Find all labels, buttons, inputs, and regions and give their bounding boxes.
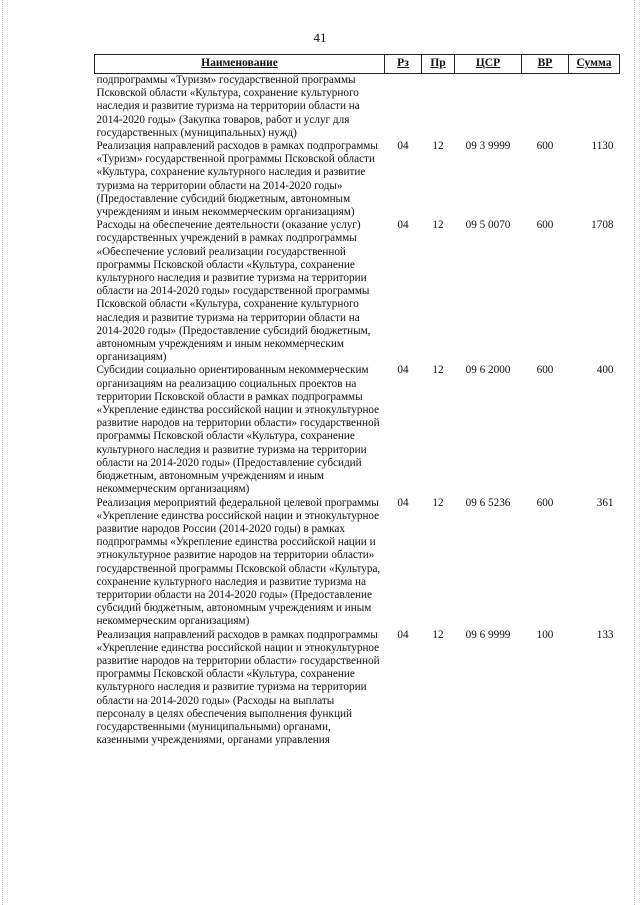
cell-vr: 600 bbox=[536, 364, 554, 377]
cell-rz: 04 bbox=[397, 140, 409, 153]
table-row bbox=[95, 497, 620, 629]
scan-edge-left bbox=[2, 0, 5, 905]
cell-rz: 04 bbox=[397, 364, 409, 377]
table-row bbox=[95, 364, 620, 496]
cell-name: Субсидии социально ориентированным некоммерческим организациям на реализацию социальных проектов на территории Псковской области в рамках подпрограммы «Укрепление единства российской нации и этнокультурное развитие народов на территории области» государственной программы Псковской области «Культура, сохранение культурного наследия и развитие туризма на территории области на 2014-2020 годы» (Предоставление субсидий бюджетным, автономным учреждениям и иным некоммерческим организациям) bbox=[96, 364, 380, 496]
cell-sum: 1708 bbox=[591, 219, 614, 232]
cell-vr: 600 bbox=[536, 140, 554, 153]
cell-sum: 400 bbox=[596, 364, 614, 377]
table-row bbox=[95, 74, 620, 141]
cell-csr: 09 6 9999 bbox=[465, 628, 511, 641]
cell-name: Реализация мероприятий федеральной целевой программы «Укрепление единства российской нации и этнокультурное развитие народов России (2014-2020 годы) в рамках подпрограммы «Укрепление единства российской нации и этнокультурное развитие народов на территории области» государственной программы Псковской области «Культура, сохранение культурного наследия и развитие туризма на территории области на 2014-2020 годы» (Предоставление субсидий бюджетным, автономным учреждениям и иным некоммерческим организациям) bbox=[96, 496, 381, 628]
cell-name: Расходы на обеспечение деятельности (оказание услуг) государственных учреждений в рамках подпрограммы «Обеспечение условий реализации государственной программы Псковской области «Культура, сохранение культурного наследия и развитие туризма на территории области на 2014-2020 годы» государственной программы Псковской области «Культура, сохранение культурного наследия и развитие туризма на территории области на 2014-2020 годы» (Предоставление субсидий бюджетным, автономным учреждениям и иным некоммерческим организациям) bbox=[96, 219, 371, 364]
cell-sum: 361 bbox=[596, 496, 614, 509]
cell-name: Реализация направлений расходов в рамках подпрограммы «Туризм» государственной программы Псковской области «Культура, сохранение культурного наследия и развитие туризма на территории области на 2014-2020 годы» (Предоставление субсидий бюджетным, автономным учреждениям и иным некоммерческим организациям) bbox=[96, 140, 378, 219]
scan-edge-right bbox=[634, 0, 637, 905]
cell-vr: 100 bbox=[536, 628, 554, 641]
page-number: 41 bbox=[313, 30, 327, 45]
cell-rz: 04 bbox=[397, 219, 409, 232]
cell-pr: 12 bbox=[432, 140, 444, 153]
cell-sum bbox=[569, 74, 620, 141]
header-rz: Рз bbox=[385, 55, 422, 74]
cell-csr: 09 6 2000 bbox=[465, 364, 511, 377]
header-sum: Сумма bbox=[569, 55, 620, 74]
cell-rz bbox=[385, 74, 422, 141]
cell-pr: 12 bbox=[432, 628, 444, 641]
table-header-row bbox=[95, 55, 620, 74]
cell-pr bbox=[422, 74, 455, 141]
cell-sum: 1130 bbox=[591, 140, 614, 153]
cell-csr: 09 3 9999 bbox=[465, 140, 511, 153]
cell-pr: 12 bbox=[432, 364, 444, 377]
cell-vr: 600 bbox=[536, 496, 554, 509]
budget-table bbox=[94, 54, 620, 747]
header-name: Наименование bbox=[95, 55, 385, 74]
cell-vr bbox=[522, 74, 569, 141]
header-pr: Пр bbox=[422, 55, 455, 74]
cell-csr: 09 6 5236 bbox=[465, 496, 511, 509]
table-row bbox=[95, 219, 620, 364]
cell-csr: 09 5 0070 bbox=[465, 219, 511, 232]
cell-name: подпрограммы «Туризм» государственной программы Псковской области «Культура, сохранение культурного наследия и развитие туризма на территории области на 2014-2020 годы» (Закупка товаров, работ и услуг для государственных (муниципальных) нужд) bbox=[96, 74, 360, 139]
table-row bbox=[95, 629, 620, 748]
cell-pr: 12 bbox=[432, 219, 444, 232]
cell-csr bbox=[455, 74, 522, 141]
cell-sum: 133 bbox=[596, 628, 614, 641]
cell-vr: 600 bbox=[536, 219, 554, 232]
cell-name: Реализация направлений расходов в рамках подпрограммы «Укрепление единства российской нации и этнокультурное развитие народов на территории области» государственной программы Псковской области «Культура, сохранение культурного наследия и развитие туризма на территории области на 2014-2020 годы» (Расходы на выплаты персоналу в целях обеспечения выполнения функций государственными (муниципальными) органами, казенными учреждениями, органами управления bbox=[96, 628, 380, 747]
header-vr: ВР bbox=[522, 55, 569, 74]
cell-rz: 04 bbox=[397, 628, 409, 641]
cell-rz: 04 bbox=[397, 496, 409, 509]
table-row bbox=[95, 140, 620, 219]
cell-pr: 12 bbox=[432, 496, 444, 509]
header-csr: ЦСР bbox=[455, 55, 522, 74]
